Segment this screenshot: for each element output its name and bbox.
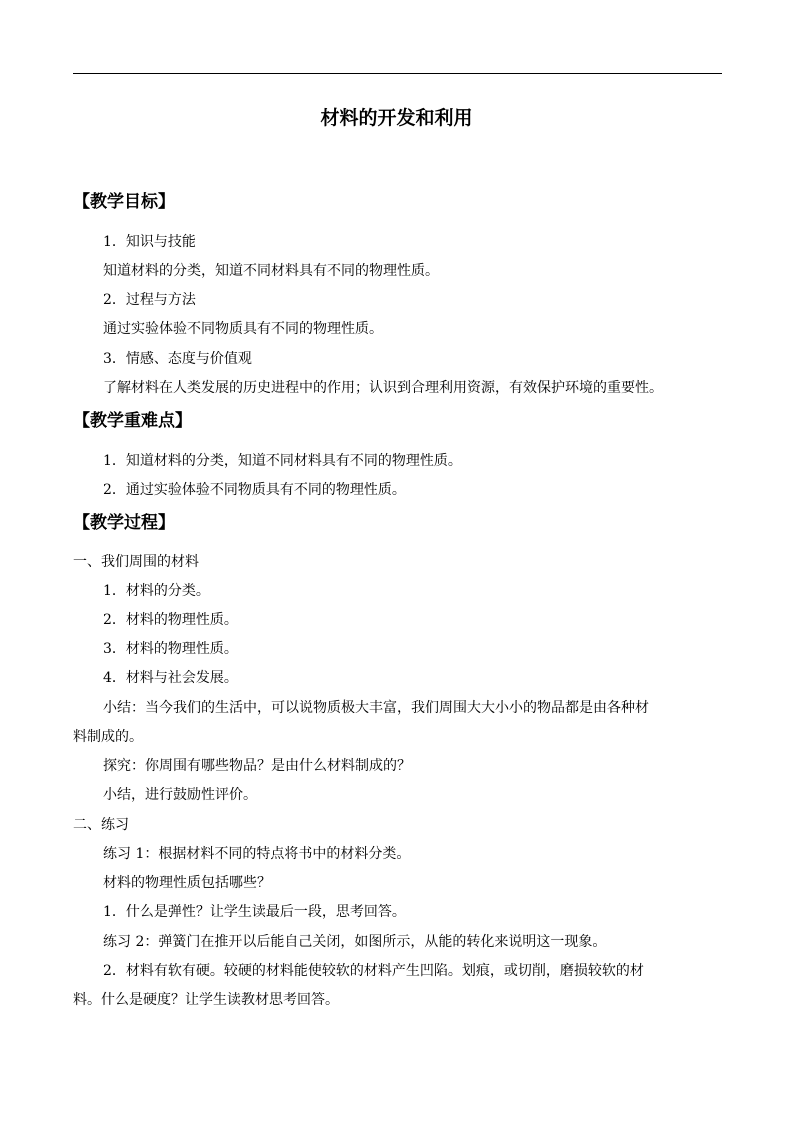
goals-line: 知道材料的分类，知道不同材料具有不同的物理性质。: [103, 263, 439, 279]
process-part2-heading: 二、练习: [73, 817, 129, 833]
goals-line: 1．知识与技能: [103, 234, 196, 250]
section-heading-key-points: 【教学重难点】: [73, 411, 192, 431]
process-line: 练习 1：根据材料不同的特点将书中的材料分类。: [103, 846, 411, 862]
goals-line: 通过实验体验不同物质具有不同的物理性质。: [103, 321, 383, 337]
process-line: 小结：当今我们的生活中，可以说物质极大丰富，我们周围大大小小的物品都是由各种材: [103, 700, 649, 716]
process-part1-heading: 一、我们周围的材料: [73, 554, 199, 570]
process-line: 1．材料的分类。: [103, 583, 210, 599]
process-line: 2．材料有软有硬。较硬的材料能使较软的材料产生凹陷。划痕，或切削，磨损较软的材: [103, 963, 644, 979]
goals-line: 2．过程与方法: [103, 292, 196, 308]
process-line: 4．材料与社会发展。: [103, 670, 238, 686]
process-line: 材料的物理性质包括哪些？: [103, 875, 271, 891]
process-line: 探究：你周围有哪些物品？是由什么材料制成的？: [103, 758, 411, 774]
key-points-line: 2．通过实验体验不同物质具有不同的物理性质。: [103, 482, 406, 498]
process-line: 练习 2：弹簧门在推开以后能自己关闭，如图所示，从能的转化来说明这一现象。: [103, 934, 607, 950]
section-heading-goals: 【教学目标】: [73, 192, 175, 212]
goals-line: 了解材料在人类发展的历史进程中的作用；认识到合理利用资源，有效保护环境的重要性。: [103, 380, 663, 396]
key-points-line: 1．知道材料的分类，知道不同材料具有不同的物理性质。: [103, 453, 462, 469]
process-line: 小结，进行鼓励性评价。: [103, 787, 257, 803]
goals-line: 3．情感、态度与价值观: [103, 351, 252, 367]
section-heading-process: 【教学过程】: [73, 513, 175, 533]
page-title: 材料的开发和利用: [320, 107, 473, 129]
process-line: 料制成的。: [73, 729, 143, 745]
header-rule: [73, 73, 722, 74]
process-line: 料。什么是硬度？让学生读教材思考回答。: [73, 992, 339, 1008]
process-line: 2．材料的物理性质。: [103, 612, 238, 628]
process-line: 1．什么是弹性？让学生读最后一段，思考回答。: [103, 904, 406, 920]
process-line: 3．材料的物理性质。: [103, 641, 238, 657]
